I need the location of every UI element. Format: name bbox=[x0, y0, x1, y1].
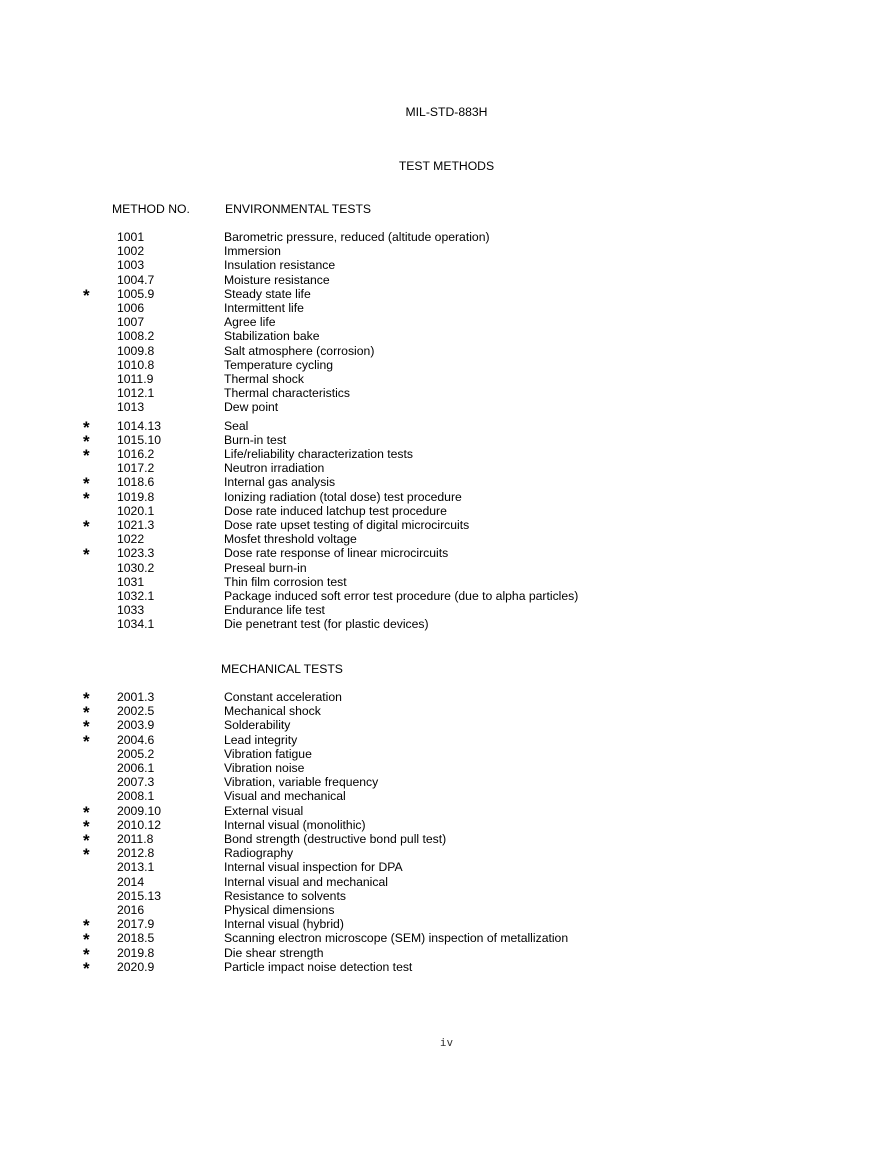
revision-asterisk: * bbox=[83, 285, 90, 305]
table-row bbox=[0, 301, 893, 315]
table-row bbox=[0, 903, 893, 917]
method-title: Package induced soft error test procedure (due to alpha particles) bbox=[224, 589, 579, 603]
method-number: 1017.2 bbox=[117, 461, 155, 476]
table-row bbox=[0, 532, 893, 546]
method-title: Constant acceleration bbox=[224, 690, 342, 704]
table-row bbox=[0, 575, 893, 589]
method-number: 2006.1 bbox=[117, 761, 155, 775]
table-row bbox=[0, 386, 893, 400]
method-title: External visual bbox=[224, 803, 304, 818]
method-number: 2008.1 bbox=[117, 789, 155, 804]
method-number: 1020.1 bbox=[117, 503, 155, 518]
method-number: 1007 bbox=[117, 315, 145, 330]
revision-asterisk: * bbox=[83, 545, 90, 565]
method-title: Particle impact noise detection test bbox=[224, 959, 413, 974]
table-row bbox=[0, 258, 893, 272]
method-number: 1031 bbox=[117, 574, 145, 589]
method-number: 1002 bbox=[117, 244, 145, 259]
method-title: Steady state life bbox=[224, 286, 311, 301]
table-row bbox=[0, 400, 893, 414]
method-title: Thermal shock bbox=[224, 372, 304, 386]
column-header-environmental: ENVIRONMENTAL TESTS bbox=[225, 202, 372, 216]
table-row bbox=[0, 816, 893, 836]
table-row bbox=[0, 517, 893, 536]
method-number: 1001 bbox=[117, 230, 145, 244]
table-row bbox=[0, 285, 893, 305]
method-title: Immersion bbox=[224, 244, 281, 259]
table-row bbox=[0, 372, 893, 386]
method-title: Ionizing radiation (total dose) test procedure bbox=[224, 489, 462, 504]
method-number: 1016.2 bbox=[117, 447, 155, 461]
method-title: Radiography bbox=[224, 846, 294, 861]
method-number: 1019.8 bbox=[117, 489, 155, 504]
table-row bbox=[0, 747, 893, 761]
method-number: 1011.9 bbox=[117, 372, 154, 386]
method-title: Internal gas analysis bbox=[224, 475, 336, 490]
revision-asterisk: * bbox=[83, 717, 90, 737]
method-number: 1033 bbox=[117, 603, 145, 618]
revision-asterisk: * bbox=[83, 703, 90, 723]
table-row bbox=[0, 889, 893, 903]
table-row bbox=[0, 717, 893, 737]
revision-asterisk: * bbox=[83, 431, 90, 451]
revision-asterisk: * bbox=[83, 831, 90, 850]
table-row bbox=[0, 431, 893, 451]
table-row bbox=[0, 703, 893, 723]
revision-asterisk: * bbox=[83, 689, 90, 708]
revision-asterisk: * bbox=[83, 446, 90, 465]
method-title: Mosfet threshold voltage bbox=[224, 532, 357, 547]
method-number: 2011.8 bbox=[117, 832, 154, 846]
method-title: Temperature cycling bbox=[224, 357, 334, 372]
table-row bbox=[0, 775, 893, 789]
table-row bbox=[0, 930, 893, 950]
method-number: 2017.9 bbox=[117, 917, 155, 932]
method-title: Lead integrity bbox=[224, 732, 298, 747]
method-number: 1022 bbox=[117, 532, 145, 547]
method-title: Dose rate response of linear microcircuits bbox=[224, 546, 449, 561]
method-number: 2012.8 bbox=[117, 846, 155, 861]
revision-asterisk: * bbox=[83, 958, 90, 978]
table-row bbox=[0, 831, 893, 850]
method-title: Vibration fatigue bbox=[224, 746, 312, 761]
method-title: Life/reliability characterization tests bbox=[224, 447, 413, 461]
method-title: Dose rate induced latchup test procedure bbox=[224, 503, 447, 518]
page-number: iv bbox=[439, 1036, 454, 1049]
method-number: 2002.5 bbox=[117, 704, 155, 719]
method-title: Moisture resistance bbox=[224, 272, 330, 287]
table-row bbox=[0, 860, 893, 874]
method-number: 1004.7 bbox=[117, 272, 155, 287]
method-title: Resistance to solvents bbox=[224, 888, 346, 903]
table-row bbox=[0, 329, 893, 343]
method-number: 1014.13 bbox=[117, 418, 162, 433]
method-number: 1034.1 bbox=[117, 617, 155, 632]
method-number: 2016 bbox=[117, 903, 145, 917]
method-number: 1005.9 bbox=[117, 286, 155, 301]
revision-asterisk: * bbox=[83, 802, 90, 822]
revision-asterisk: * bbox=[83, 474, 90, 494]
table-row bbox=[0, 545, 893, 565]
table-row bbox=[0, 845, 893, 865]
method-number: 1009.8 bbox=[117, 343, 155, 358]
revision-asterisk: * bbox=[83, 816, 90, 836]
method-title: Solderability bbox=[224, 718, 291, 733]
method-number: 1013 bbox=[117, 400, 145, 415]
table-row bbox=[0, 731, 893, 751]
method-title: Thin film corrosion test bbox=[224, 574, 347, 589]
method-number: 2020.9 bbox=[117, 959, 155, 974]
method-number: 1012.1 bbox=[117, 386, 155, 401]
method-number: 1030.2 bbox=[117, 560, 155, 575]
table-row bbox=[0, 344, 893, 358]
method-title: Bond strength (destructive bond pull test) bbox=[224, 832, 447, 846]
revision-asterisk: * bbox=[83, 845, 90, 865]
method-number: 1010.8 bbox=[117, 357, 155, 372]
table-row bbox=[0, 561, 893, 575]
method-title: Salt atmosphere (corrosion) bbox=[224, 343, 375, 358]
table-row bbox=[0, 417, 893, 437]
method-title: Agree life bbox=[224, 315, 276, 330]
method-title: Vibration noise bbox=[224, 761, 305, 775]
method-title: Stabilization bake bbox=[224, 329, 320, 344]
table-row bbox=[0, 916, 893, 936]
revision-asterisk: * bbox=[83, 916, 90, 936]
method-number: 1003 bbox=[117, 258, 145, 273]
method-title: Die shear strength bbox=[224, 945, 324, 960]
method-title: Scanning electron microscope (SEM) inspection of metallization bbox=[224, 931, 569, 946]
method-number: 2019.8 bbox=[117, 945, 155, 960]
revision-asterisk: * bbox=[83, 417, 90, 437]
table-row bbox=[0, 474, 893, 494]
method-number: 2014 bbox=[117, 874, 145, 889]
method-number: 1032.1 bbox=[117, 589, 155, 603]
table-row bbox=[0, 761, 893, 775]
method-title: Endurance life test bbox=[224, 603, 325, 618]
revision-asterisk: * bbox=[83, 731, 90, 751]
method-title: Barometric pressure, reduced (altitude operation) bbox=[224, 230, 490, 244]
table-row bbox=[0, 875, 893, 889]
table-row bbox=[0, 802, 893, 822]
table-row bbox=[0, 603, 893, 617]
table-row bbox=[0, 617, 893, 631]
table-row bbox=[0, 689, 893, 708]
method-number: 1021.3 bbox=[117, 518, 155, 532]
method-number: 2003.9 bbox=[117, 718, 155, 733]
table-row bbox=[0, 315, 893, 329]
revision-asterisk: * bbox=[83, 517, 90, 536]
method-number: 2009.10 bbox=[117, 803, 162, 818]
table-row bbox=[0, 358, 893, 372]
table-row bbox=[0, 504, 893, 518]
method-number: 1018.6 bbox=[117, 475, 155, 490]
method-number: 2010.12 bbox=[117, 817, 162, 832]
method-title: Vibration, variable frequency bbox=[224, 775, 379, 790]
method-title: Die penetrant test (for plastic devices) bbox=[224, 617, 429, 632]
method-number: 1023.3 bbox=[117, 546, 155, 561]
method-number: 2018.5 bbox=[117, 931, 155, 946]
table-row bbox=[0, 273, 893, 287]
method-title: Internal visual (monolithic) bbox=[224, 817, 366, 832]
method-title: Internal visual and mechanical bbox=[224, 874, 388, 889]
table-row bbox=[0, 958, 893, 978]
table-row bbox=[0, 488, 893, 508]
revision-asterisk: * bbox=[83, 488, 90, 508]
document-id-header: MIL-STD-883H bbox=[405, 105, 488, 119]
method-number: 2004.6 bbox=[117, 732, 155, 747]
table-row bbox=[0, 244, 893, 258]
method-number: 1008.2 bbox=[117, 329, 155, 344]
method-title: Intermittent life bbox=[224, 301, 304, 315]
revision-asterisk: * bbox=[83, 944, 90, 964]
method-number: 2013.1 bbox=[117, 860, 155, 875]
method-number: 1015.10 bbox=[117, 432, 162, 447]
table-row bbox=[0, 789, 893, 803]
column-header-method-no: METHOD NO. bbox=[112, 202, 190, 216]
method-title: Mechanical shock bbox=[224, 704, 321, 719]
method-number: 2001.3 bbox=[117, 690, 155, 704]
method-title: Burn-in test bbox=[224, 432, 287, 447]
page-title: TEST METHODS bbox=[398, 159, 495, 173]
method-number: 1006 bbox=[117, 301, 145, 315]
method-title: Neutron irradiation bbox=[224, 461, 325, 476]
table-row bbox=[0, 446, 893, 465]
method-title: Insulation resistance bbox=[224, 258, 336, 273]
table-row bbox=[0, 589, 893, 603]
method-number: 2005.2 bbox=[117, 746, 155, 761]
method-title: Dew point bbox=[224, 400, 279, 415]
mechanical-tests-header: MECHANICAL TESTS bbox=[221, 662, 343, 676]
method-title: Seal bbox=[224, 418, 249, 433]
table-row bbox=[0, 944, 893, 964]
method-title: Dose rate upset testing of digital microcircuits bbox=[224, 518, 470, 532]
method-number: 2015.13 bbox=[117, 888, 162, 903]
method-title: Internal visual inspection for DPA bbox=[224, 860, 403, 875]
revision-asterisk: * bbox=[83, 930, 90, 950]
method-title: Physical dimensions bbox=[224, 903, 335, 917]
table-row bbox=[0, 461, 893, 475]
method-title: Preseal burn-in bbox=[224, 560, 307, 575]
method-number: 2007.3 bbox=[117, 775, 155, 790]
method-title: Internal visual (hybrid) bbox=[224, 917, 344, 932]
method-title: Thermal characteristics bbox=[224, 386, 350, 401]
method-title: Visual and mechanical bbox=[224, 789, 346, 804]
table-row bbox=[0, 230, 893, 244]
